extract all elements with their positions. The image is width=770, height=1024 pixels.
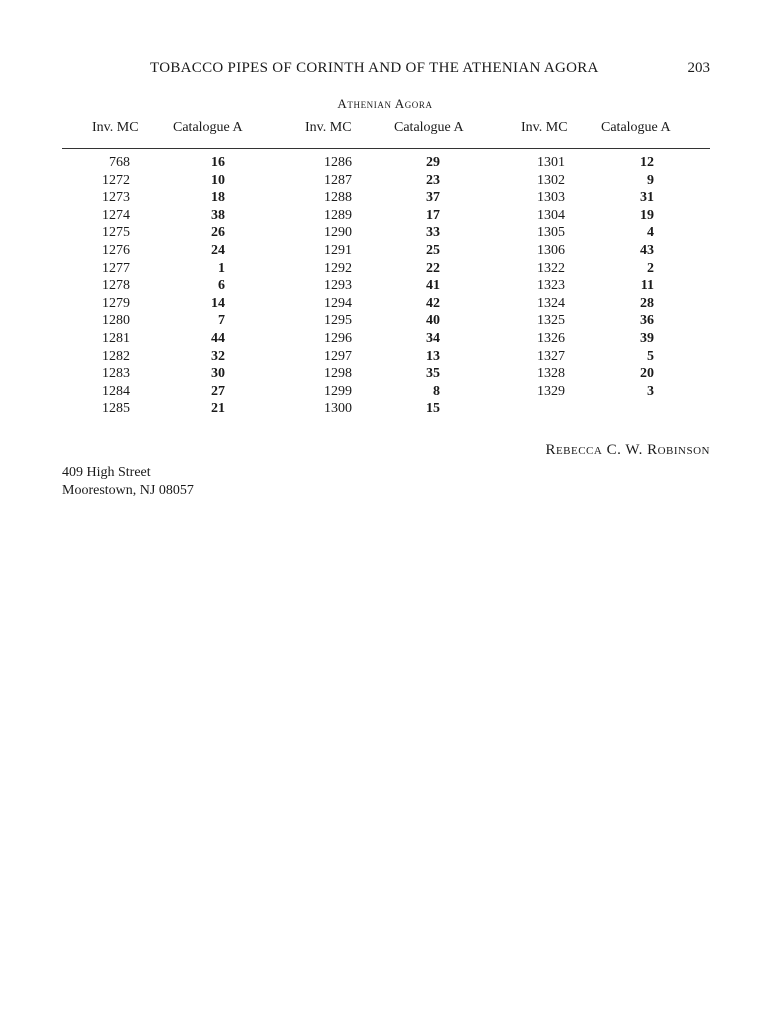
catalogue-number: 11 bbox=[640, 278, 654, 294]
catalogue-number: 24 bbox=[211, 242, 225, 258]
inv-number: 1296 bbox=[324, 330, 352, 346]
inv-number: 1287 bbox=[324, 172, 352, 188]
catalogue-number: 36 bbox=[640, 313, 654, 329]
running-title: TOBACCO PIPES OF CORINTH AND OF THE ATHENIAN AGORA bbox=[150, 60, 599, 76]
catalogue-number: 8 bbox=[433, 383, 440, 399]
catalogue-number: 17 bbox=[426, 207, 440, 223]
catalogue-number: 38 bbox=[211, 207, 225, 223]
table-rule bbox=[62, 148, 710, 149]
inv-number: 1276 bbox=[102, 242, 130, 258]
inv-number: 1297 bbox=[324, 348, 352, 364]
catalogue-number: 25 bbox=[426, 242, 440, 258]
inv-number: 1275 bbox=[102, 225, 130, 241]
inv-number: 1295 bbox=[324, 313, 352, 329]
catalogue-number: 41 bbox=[426, 278, 440, 294]
address-line-1: 409 High Street bbox=[62, 465, 151, 480]
inv-number: 1288 bbox=[324, 190, 352, 206]
inv-number: 1289 bbox=[324, 207, 352, 223]
inv-number: 1283 bbox=[102, 366, 130, 382]
catalogue-number: 28 bbox=[640, 295, 654, 311]
inv-number: 1284 bbox=[102, 383, 130, 399]
catalogue-number: 22 bbox=[426, 260, 440, 276]
catalogue-number: 5 bbox=[647, 348, 654, 364]
author-signature: Rebecca C. W. Robinson bbox=[545, 442, 710, 458]
inv-number: 1278 bbox=[102, 278, 130, 294]
inv-number: 1290 bbox=[324, 225, 352, 241]
inv-number: 1304 bbox=[537, 207, 565, 223]
catalogue-number: 4 bbox=[647, 225, 654, 241]
catalogue-number: 9 bbox=[647, 172, 654, 188]
inv-number: 1306 bbox=[537, 242, 565, 258]
inv-number: 1272 bbox=[102, 172, 130, 188]
catalogue-number: 6 bbox=[218, 278, 225, 294]
catalogue-number: 37 bbox=[426, 190, 440, 206]
inv-number: 1285 bbox=[102, 401, 130, 417]
catalogue-number: 18 bbox=[211, 190, 225, 206]
catalogue-number: 10 bbox=[211, 172, 225, 188]
col-header-cat-3: Catalogue A bbox=[601, 120, 671, 135]
col-header-cat-2: Catalogue A bbox=[394, 120, 464, 135]
catalogue-number: 7 bbox=[218, 313, 225, 329]
inv-number: 1298 bbox=[324, 366, 352, 382]
catalogue-number: 15 bbox=[426, 401, 440, 417]
inv-number: 1291 bbox=[324, 242, 352, 258]
catalogue-number: 39 bbox=[640, 330, 654, 346]
page-number: 203 bbox=[687, 60, 710, 76]
catalogue-number: 2 bbox=[647, 260, 654, 276]
catalogue-number: 19 bbox=[640, 207, 654, 223]
inv-number: 1328 bbox=[537, 366, 565, 382]
catalogue-number: 14 bbox=[211, 295, 225, 311]
inv-number: 1294 bbox=[324, 295, 352, 311]
catalogue-number: 32 bbox=[211, 348, 225, 364]
col-header-inv-3: Inv. MC bbox=[521, 120, 568, 135]
inv-number: 1277 bbox=[102, 260, 130, 276]
catalogue-number: 12 bbox=[640, 155, 654, 170]
catalogue-number: 44 bbox=[211, 330, 225, 346]
inv-number: 1279 bbox=[102, 295, 130, 311]
inv-number: 1299 bbox=[324, 383, 352, 399]
catalogue-number: 23 bbox=[426, 172, 440, 188]
catalogue-number: 13 bbox=[426, 348, 440, 364]
inv-number: 1293 bbox=[324, 278, 352, 294]
inv-number: 1323 bbox=[537, 278, 565, 294]
catalogue-number: 34 bbox=[426, 330, 440, 346]
inv-number: 1329 bbox=[537, 383, 565, 399]
catalogue-number: 35 bbox=[426, 366, 440, 382]
catalogue-number: 27 bbox=[211, 383, 225, 399]
inv-number: 1282 bbox=[102, 348, 130, 364]
catalogue-number: 43 bbox=[640, 242, 654, 258]
inv-number: 1303 bbox=[537, 190, 565, 206]
catalogue-number: 42 bbox=[426, 295, 440, 311]
catalogue-number: 3 bbox=[647, 383, 654, 399]
catalogue-number: 1 bbox=[218, 260, 225, 276]
inv-number: 768 bbox=[109, 155, 130, 170]
catalogue-number: 16 bbox=[211, 155, 225, 170]
catalogue-number: 30 bbox=[211, 366, 225, 382]
catalogue-number: 20 bbox=[640, 366, 654, 382]
inv-number: 1325 bbox=[537, 313, 565, 329]
inv-number: 1280 bbox=[102, 313, 130, 329]
catalogue-number: 21 bbox=[211, 401, 225, 417]
author-address bbox=[62, 464, 194, 500]
inv-number: 1281 bbox=[102, 330, 130, 346]
catalogue-number: 31 bbox=[640, 190, 654, 206]
inv-number: 1274 bbox=[102, 207, 130, 223]
inv-number: 1292 bbox=[324, 260, 352, 276]
catalogue-number: 33 bbox=[426, 225, 440, 241]
inv-number: 1305 bbox=[537, 225, 565, 241]
catalogue-number: 29 bbox=[426, 155, 440, 170]
inv-number: 1273 bbox=[102, 190, 130, 206]
inv-number: 1286 bbox=[324, 155, 352, 170]
inv-number: 1324 bbox=[537, 295, 565, 311]
inv-number: 1326 bbox=[537, 330, 565, 346]
inv-number: 1327 bbox=[537, 348, 565, 364]
catalogue-number: 26 bbox=[211, 225, 225, 241]
inv-number: 1322 bbox=[537, 260, 565, 276]
catalogue-number: 40 bbox=[426, 313, 440, 329]
running-head bbox=[0, 60, 770, 80]
table-caption-text: Athenian Agora bbox=[337, 96, 433, 111]
table-caption bbox=[0, 96, 770, 112]
col-header-cat-1: Catalogue A bbox=[173, 120, 243, 135]
col-header-inv-1: Inv. MC bbox=[92, 120, 139, 135]
inv-number: 1301 bbox=[537, 155, 565, 170]
col-header-inv-2: Inv. MC bbox=[305, 120, 352, 135]
inv-number: 1300 bbox=[324, 401, 352, 417]
address-line-2: Moorestown, NJ 08057 bbox=[62, 483, 194, 498]
inv-number: 1302 bbox=[537, 172, 565, 188]
